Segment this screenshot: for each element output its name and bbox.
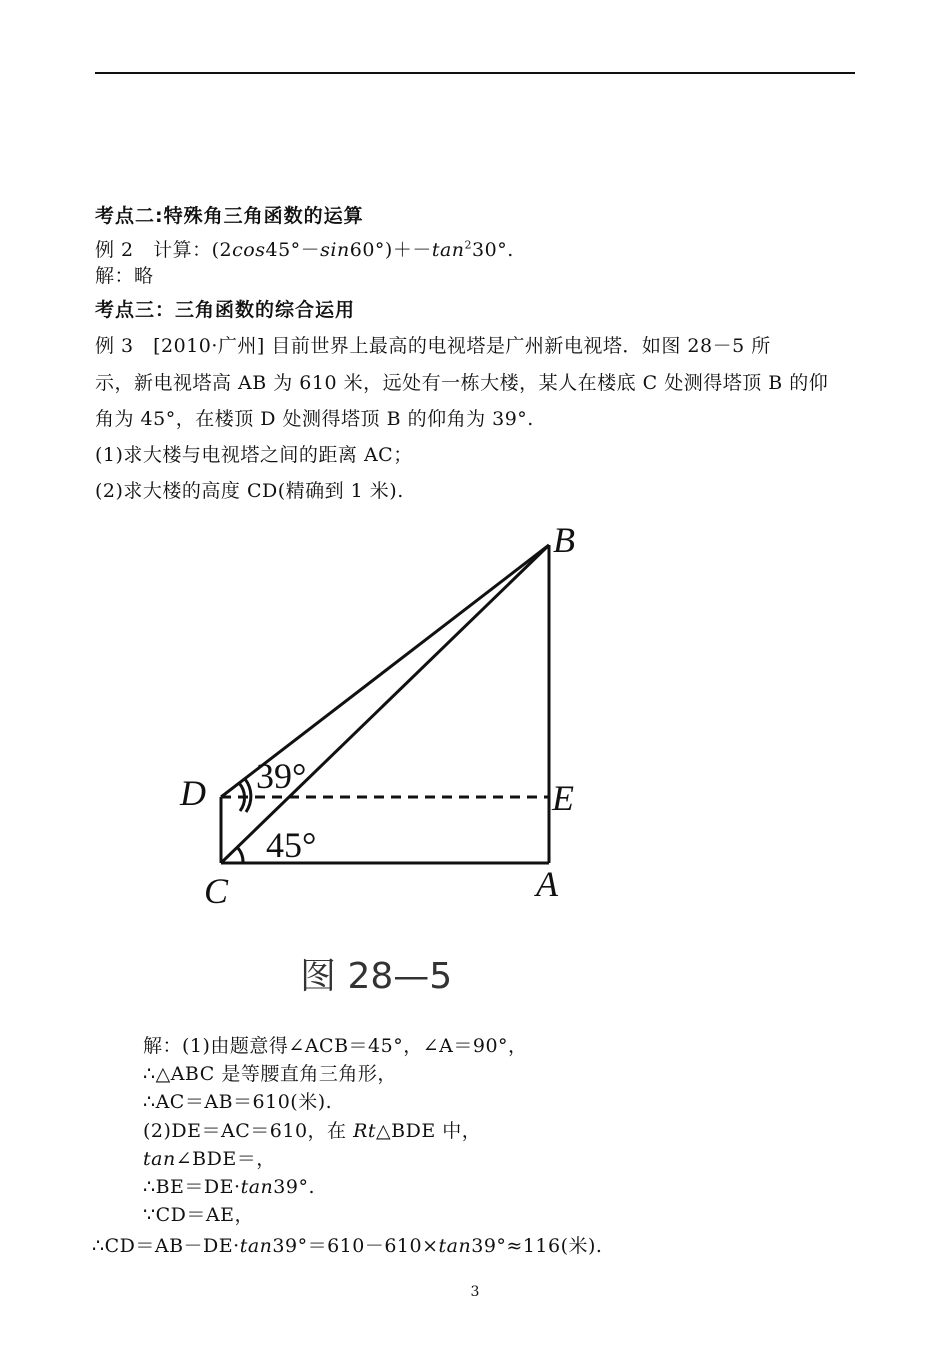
label-c: C (204, 871, 229, 911)
text-seg: tan (143, 1148, 176, 1170)
text-seg: 39°＝610－610× (272, 1235, 439, 1257)
figure-caption: 图 28—5 (300, 956, 453, 997)
text-seg: sin (320, 239, 350, 261)
section-heading-3: 考点三：三角函数的综合运用 (95, 299, 356, 321)
text-seg: ∠BDE＝， (175, 1148, 276, 1170)
solution-line: ∴AC＝AB＝610(米). (143, 1091, 333, 1113)
text-seg: (2)DE＝AC＝610，在 (143, 1120, 354, 1142)
solution-line (92, 1231, 602, 1258)
solution-line: ∴△ABC 是等腰直角三角形， (143, 1063, 397, 1085)
text-seg: Rt (353, 1120, 377, 1142)
label-e: E (552, 778, 574, 818)
problem-line: 角为 45°，在楼顶 D 处测得塔顶 B 的仰角为 39°. (95, 408, 534, 430)
text-seg: tan (239, 1235, 273, 1257)
text-seg: 39°≈116(米). (471, 1235, 603, 1257)
text-seg: tan (240, 1176, 274, 1198)
angle-arc-45 (237, 847, 243, 863)
angle-label-39: 39° (256, 756, 307, 796)
example-2-answer: 解：略 (95, 265, 154, 287)
label-d: D (180, 773, 206, 813)
text-seg: 30°. (472, 239, 514, 261)
text-seg: tan (431, 239, 465, 261)
text-seg: ∴BE＝DE· (143, 1176, 241, 1198)
problem-line: (2)求大楼的高度 CD(精确到 1 米). (95, 480, 404, 502)
solution-line: ∵CD＝AE， (143, 1204, 254, 1226)
segment-cb (221, 545, 549, 863)
text-seg: 例 2 计算：(2 (95, 239, 233, 261)
problem-line: 示，新电视塔高 AB 为 610 米，远处有一栋大楼，某人在楼底 C 处测得塔顶 B 的仰 (95, 372, 829, 394)
page-number: 3 (470, 1284, 480, 1300)
text-seg: tan (438, 1235, 472, 1257)
label-a: A (536, 864, 558, 904)
angle-label-45: 45° (266, 825, 317, 865)
text-seg: ∴CD＝AB－DE· (92, 1235, 240, 1257)
solution-line: 解：(1)由题意得∠ACB＝45°，∠A＝90°， (143, 1035, 528, 1057)
solution-line (143, 1144, 276, 1171)
text-seg: △BDE 中， (376, 1120, 482, 1142)
problem-line: (1)求大楼与电视塔之间的距离 AC； (95, 444, 413, 466)
section-heading-2: 考点二:特殊角三角函数的运算 (95, 205, 364, 227)
solution-line (143, 1116, 481, 1143)
text-seg: 60°)＋－ (349, 239, 432, 261)
text-seg: 39°. (273, 1176, 315, 1198)
solution-line (143, 1172, 315, 1199)
text-seg: 45°－ (265, 239, 321, 261)
superscript: 2 (464, 238, 473, 252)
problem-line: 例 3 [2010·广州] 目前世界上最高的电视塔是广州新电视塔．如图 28－5 所 (95, 335, 771, 357)
text-seg: cos (232, 239, 266, 261)
label-b: B (553, 520, 575, 560)
